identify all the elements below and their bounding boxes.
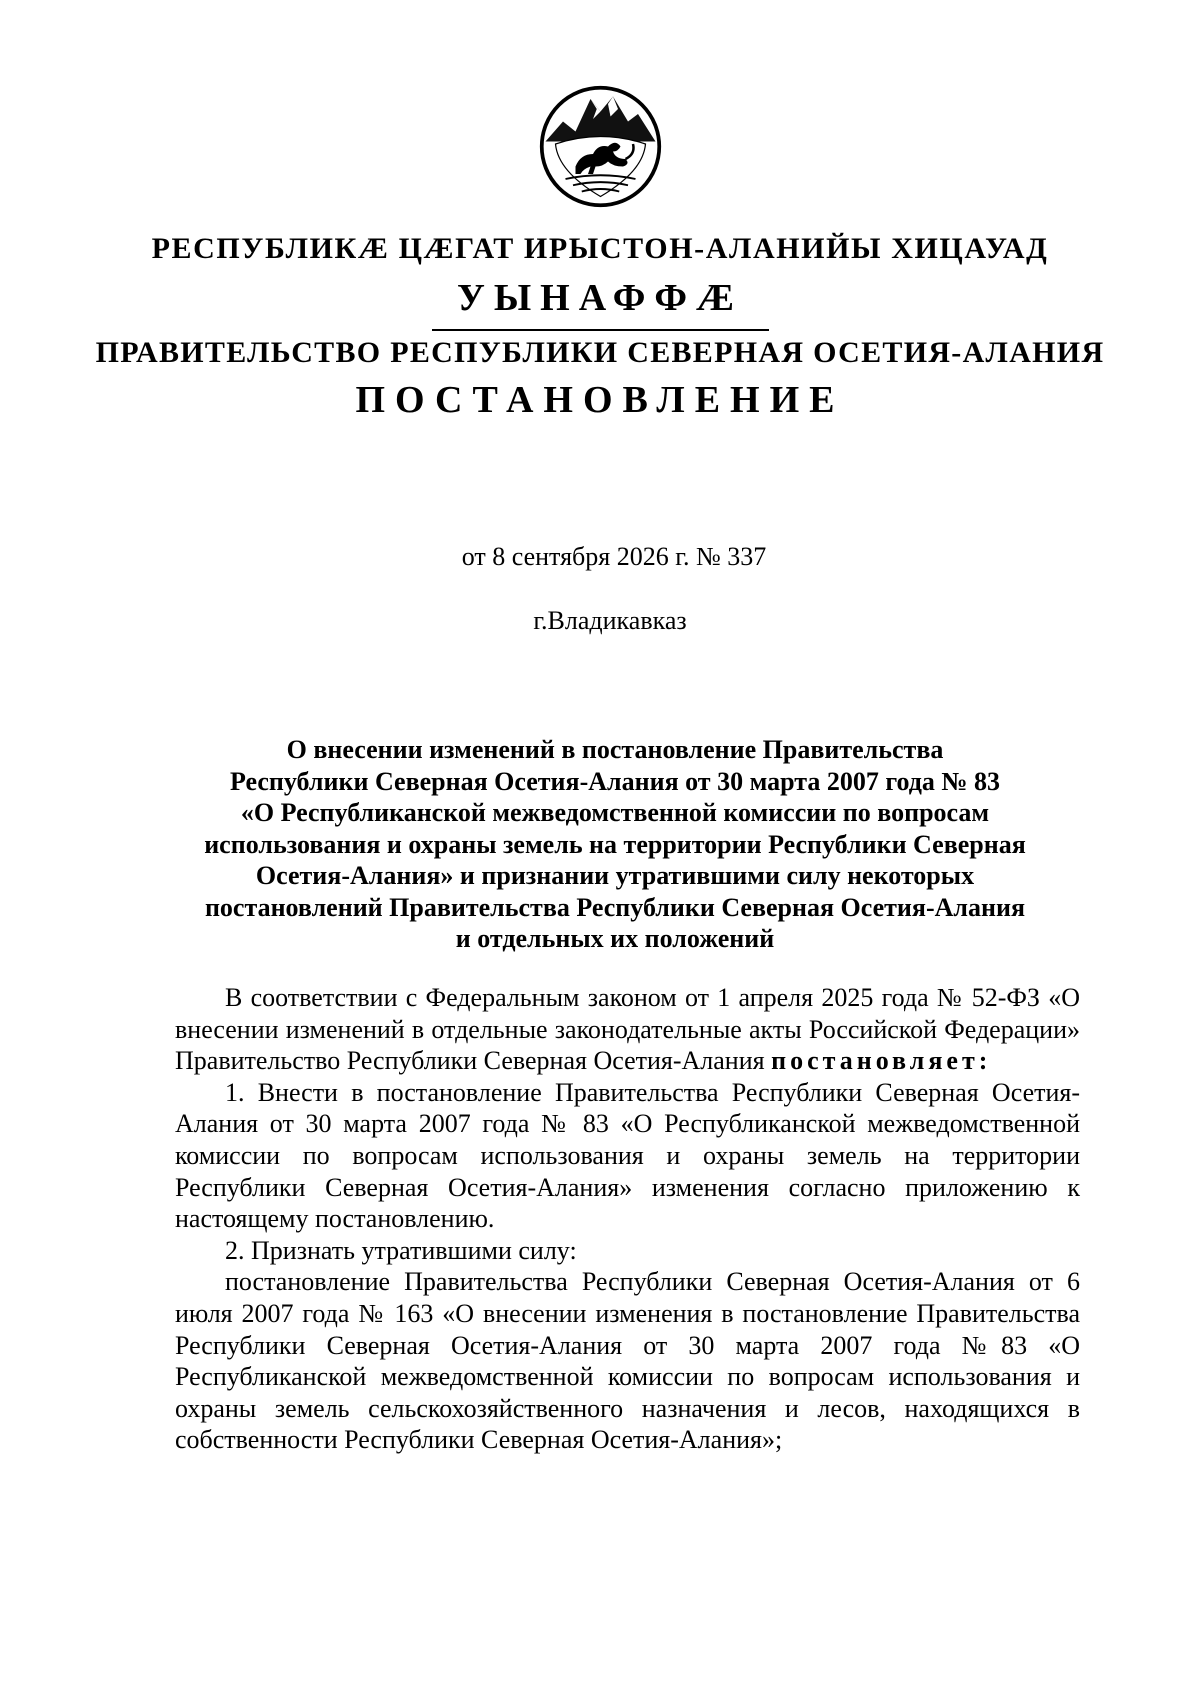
header-divider bbox=[432, 329, 769, 331]
russian-decree-heading: ПОСТАНОВЛЕНИЕ bbox=[355, 379, 845, 421]
decree-title bbox=[150, 734, 1080, 955]
republic-emblem-icon bbox=[538, 84, 663, 209]
decree-city: г.Владикавказ bbox=[533, 606, 687, 635]
russian-government-heading: ПРАВИТЕЛЬСТВО РЕСПУБЛИКИ СЕВЕРНАЯ ОСЕТИЯ-АЛАНИЯ bbox=[95, 336, 1105, 369]
title-line: Осетия-Алания» и признании утратившими силу некоторых bbox=[255, 861, 975, 890]
ossetian-decree-heading: УЫНАФФӔ bbox=[456, 277, 744, 319]
item-1-paragraph: 1. Внести в постановление Правительства Республики Северная Осетия-Алания от 30 марта 2007 года № 83 «О Республиканской межведомственной комиссии по вопросам использования и охраны земель на территории Республики Северная Осетия-Алания» изменения согласно приложению к настоящему постановлению. bbox=[175, 1077, 1080, 1234]
item-2-subitem-paragraph: постановление Правительства Республики Северная Осетия-Алания от 6 июля 2007 года № 163 «О внесении изменения в постановление Правительства Республики Северная Осетия-Алания от 30 марта 2007 года №83 «О Республиканской межведомственной комиссии по вопросам использования и охраны земель сельскохозяйственного назначения и лесов, находящихся в собственности Республики Северная Осетия-Алания»; bbox=[175, 1267, 1080, 1455]
ossetian-government-heading: РЕСПУБЛИКӔ ЦӔГАТ ИРЫСТОН-АЛАНИЙЫ ХИЦАУАД bbox=[151, 232, 1049, 265]
title-line: и отдельных их положений bbox=[455, 924, 775, 953]
preamble-text: В соответствии с Федеральным законом от 1 апреля 2025 года № 52-ФЗ «О внесении изменений в отдельные законодательные акты Российской Федерации» Правительство Республики Северная Осетия-Алания bbox=[175, 983, 1080, 1076]
decree-date-number: от 8 сентября 2026 г. № 337 bbox=[461, 542, 767, 571]
preamble-paragraph bbox=[175, 982, 1080, 1077]
title-line: О внесении изменений в постановление Правительства bbox=[286, 735, 944, 764]
title-line: использования и охраны земель на территории Республики Северная bbox=[204, 829, 1026, 859]
item-2-paragraph: 2. Признать утратившими силу: bbox=[225, 1235, 577, 1265]
decree-body bbox=[175, 982, 1080, 1456]
title-line: Республики Северная Осетия-Алания от 30 марта 2007 года № 83 bbox=[229, 766, 1001, 796]
title-line: постановлений Правительства Республики Северная Осетия-Алания bbox=[204, 892, 1026, 922]
decrees-word: постановляет: bbox=[771, 1046, 992, 1076]
title-line: «О Республиканской межведомственной комиссии по вопросам bbox=[240, 798, 990, 827]
